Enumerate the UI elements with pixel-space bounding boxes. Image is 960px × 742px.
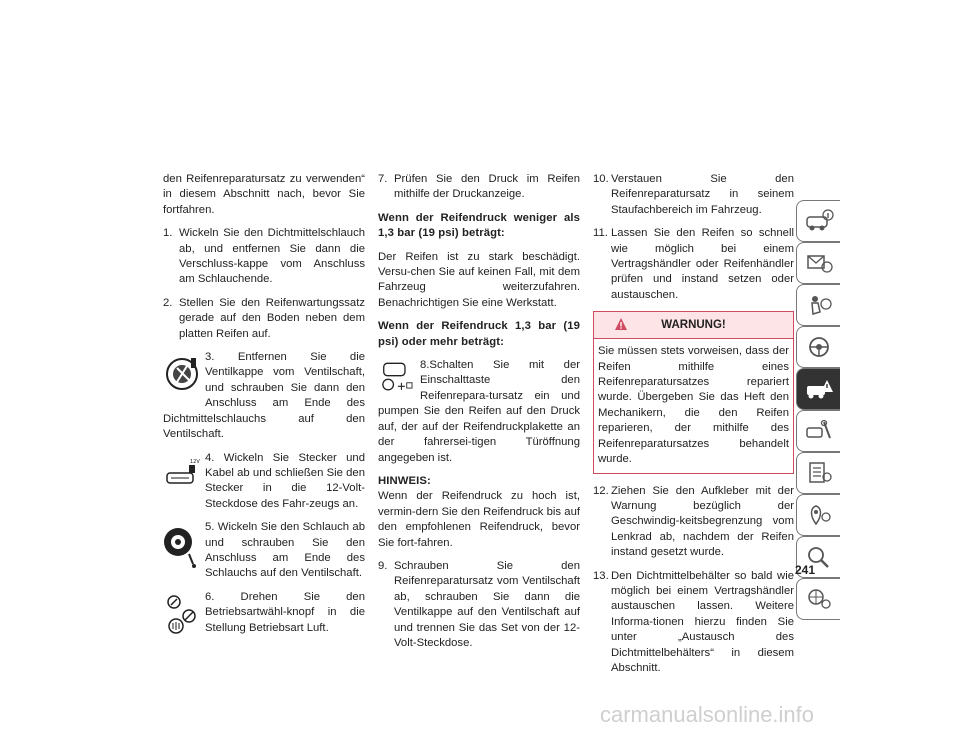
figure-step-4 (163, 451, 365, 513)
note-label: HINWEIS: (378, 474, 431, 487)
step-text: Stellen Sie den Reifenwartungssatz gerade auf den Boden neben dem platten Reifen auf. (179, 296, 365, 340)
intro-text: den Reifenreparatursatz zu verwenden“ in diesem Abschnitt nach, bevor Sie fortfahren. (163, 173, 365, 216)
list-item (593, 484, 794, 561)
page-number: 241 (795, 563, 816, 577)
figure-step-text: 6. Drehen Sie den Betriebsartwähl-knopf in die Stellung Betriebsart Luft. (205, 590, 365, 634)
step-number: 10. (593, 173, 609, 185)
step-text: Verstauen Sie den Reifenreparatursatz in seinem Staufachbereich im Fahrzeug. (611, 173, 794, 216)
heading-low-pressure: Wenn der Reifendruck weniger als 1,3 bar (19 psi) beträgt: (378, 211, 580, 240)
service-wrench-icon (804, 418, 834, 444)
tab-airbag-safety[interactable] (796, 284, 840, 326)
tab-settings-globe[interactable] (796, 578, 840, 620)
step-number: 2. (163, 296, 173, 309)
list-item (593, 226, 794, 303)
figure-step-8 (378, 358, 580, 466)
svg-text:12V: 12V (190, 458, 200, 465)
figure-step-6 (163, 590, 365, 642)
column-2 (378, 172, 580, 659)
list-item (593, 172, 794, 218)
tab-car-warning[interactable] (796, 368, 840, 410)
warning-title: WARNUNG! (661, 319, 726, 332)
settings-globe-icon (804, 586, 834, 612)
mode-knob-icon (163, 590, 201, 642)
column-1 (163, 172, 365, 650)
step-text: Schrauben Sie den Reifenreparatursatz vom Ventilschaft ab, schrauben Sie dann die Ventilkappe auf den Ventilschaft auf und trennen Sie das Set von der 12-Volt-Steckdose. (394, 559, 580, 649)
column-3 (593, 172, 794, 684)
list-item (378, 172, 580, 203)
warning-text: Sie müssen stets vorweisen, dass der Reifen mithilfe eines Reifenreparatursatzes repariert wurde. Übergeben Sie das Heft den Mechanikern, die den Reifen reparieren, der mithilfe des Reifenreparatursatzes behandelt wurde. (598, 345, 789, 466)
tab-checklist[interactable] (796, 452, 840, 494)
valve-stem-icon (163, 350, 201, 402)
list-item (163, 226, 365, 288)
heading-high-pressure: Wenn der Reifendruck 1,3 bar (19 psi) oder mehr beträgt: (378, 320, 580, 348)
warning-box (593, 311, 794, 473)
figure-step-text: 4. Wickeln Sie Stecker und Kabel ab und schließen Sie den Stecker in die 12-Volt-Steckdose des Fahr-zeugs an. (205, 451, 365, 510)
tab-dashboard-message[interactable] (796, 242, 840, 284)
airbag-safety-icon (804, 292, 834, 318)
step-number: 12. (593, 484, 609, 497)
watermark: carmanualsonline.info (600, 702, 815, 727)
figure-step-3 (163, 350, 365, 442)
step-number: 1. (163, 227, 173, 240)
step-text: Prüfen Sie den Druck im Reifen mithilfe der Druckanzeige. (394, 173, 580, 201)
note-text: Wenn der Reifendruck zu hoch ist, vermin-dern Sie den Reifendruck bis auf den empfohlenen Reifendruck, bevor Sie fort-fahren. (378, 490, 580, 549)
list-item (163, 296, 365, 342)
tab-car-info[interactable] (796, 200, 840, 242)
list-item (378, 559, 580, 651)
chapter-tabs (796, 200, 840, 620)
step-number: 11. (593, 227, 608, 240)
warning-triangle-icon (614, 317, 628, 331)
steering-wheel-icon (804, 334, 834, 360)
checklist-icon (804, 460, 834, 486)
figure-step-text: 3. Entfernen Sie die Ventilkappe vom Ventilschaft, und schrauben Sie dann den Anschluss am Ende des Dichtmittelschlauchs auf den Ventilschaft. (163, 351, 365, 441)
figure-step-text: 5. Wickeln Sie den Schlauch ab und schrauben Sie den Anschluss am Ende des Schlauchs auf den Ventilschaft. (205, 521, 365, 580)
low-pressure-text: Der Reifen ist zu stark beschädigt. Versu-chen Sie auf keinen Fall, mit dem Fahrzeug weiterzufahren. Benachrichtigen Sie eine Werkstatt. (378, 250, 580, 309)
tab-service-wrench[interactable] (796, 410, 840, 452)
step-number: 9. (378, 559, 388, 572)
tab-map-pin[interactable] (796, 494, 840, 536)
step-number: 13. (593, 569, 609, 582)
dashboard-message-icon (804, 250, 834, 276)
car-info-icon (804, 208, 834, 234)
tab-steering-wheel[interactable] (796, 326, 840, 368)
warning-header (594, 312, 793, 339)
list-item (593, 569, 794, 677)
tire-hose-icon (163, 520, 201, 572)
step-number: 7. (378, 173, 388, 185)
power-plug-icon (163, 451, 201, 503)
step-text: Den Dichtmittelbehälter so bald wie möglich bei einem Vertragshändler austauschen lassen. Weitere Informa-tionen hierzu finden Sie unter „Austausch des Dichtmittelbehälters“ in diesem Abschnitt. (611, 569, 794, 674)
step-text: Lassen Sie den Reifen so schnell wie möglich bei einem Vertragshändler oder Reifenhändler prüfen und instand setzen oder austauschen. (611, 227, 794, 301)
step-text: Ziehen Sie den Aufkleber mit der Warnung bezüglich der Geschwindig-keitsbegrenzung vom Lenkrad ab, nachdem der Reifen instand gesetzt wurde. (611, 484, 794, 559)
figure-step-5 (163, 520, 365, 582)
car-warning-icon (804, 376, 834, 402)
pump-switch-icon (378, 358, 416, 404)
step-text: Wickeln Sie den Dichtmittelschlauch ab, und entfernen Sie dann die Verschluss-kappe vom Anschluss am Schlauchende. (179, 227, 365, 286)
map-pin-icon (804, 502, 834, 528)
figure-step-text: 8.Schalten Sie mit der Einschalttaste den Reifenrepara-tursatz ein und pumpen Sie den Reifen auf den Druck auf, der auf der Reifendruckplakette an der fahrersei-tigen Türöffnung angegeben ist. (378, 359, 580, 464)
